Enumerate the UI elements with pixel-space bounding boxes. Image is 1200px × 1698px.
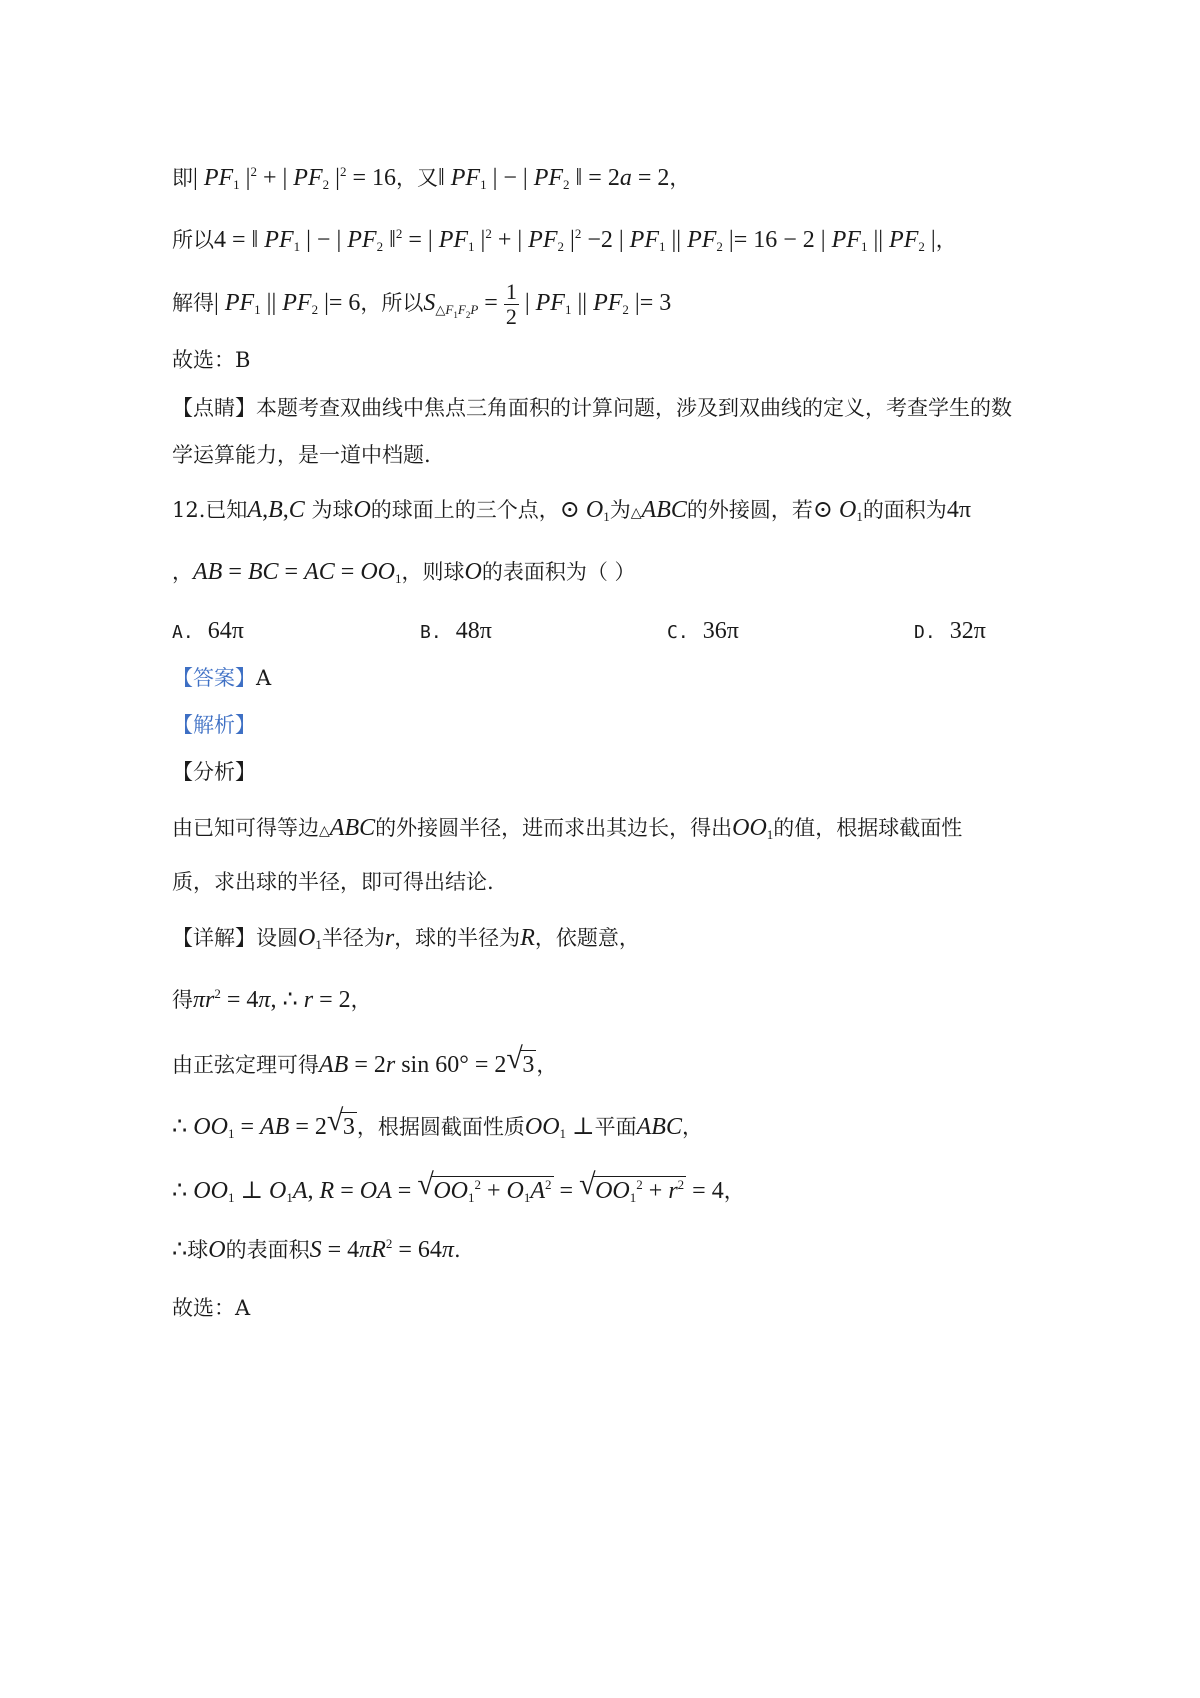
math: $S = 4\pi R^2 = 64\pi$: [309, 1236, 454, 1263]
text-line: [172, 228, 957, 252]
text: ，: [536, 1053, 558, 1077]
text: ，: [172, 560, 193, 584]
text: ，: [350, 988, 372, 1012]
final-answer: 故选：A: [172, 1296, 251, 1320]
text: 的外接圆，若: [686, 498, 813, 522]
text: ，: [935, 228, 957, 252]
option-d: D. 32π: [914, 618, 986, 644]
comment-line: 【点睛】本题考查双曲线中焦点三角面积的计算问题，涉及到双曲线的定义，考查学生的数: [172, 396, 1012, 420]
math: ⊙ $O_1$: [812, 497, 863, 524]
math: ‖ $PF_1$ | − | $PF_2$ ‖ = 2a = 2: [437, 165, 670, 192]
math: $O_1$: [298, 925, 322, 952]
step-line: ∴ $OO_1$ = AB = 2 √ 3，根据圆截面性质$OO_1$ ⊥平面ABC，: [172, 1104, 703, 1141]
text: 的值，根据球截面性: [773, 816, 963, 840]
math: △ABC: [319, 815, 376, 841]
answer-line: 故选：B: [172, 348, 251, 372]
answer-tag: 【答案】: [172, 666, 256, 690]
text: 由正弦定理可得: [172, 1053, 319, 1077]
math: 4 = ‖ $PF_1$ | − | $PF_2$ ‖$^2$ = | $PF_1$ $|^2$ + | $PF_2$ $|^2 -2$ | $PF_1$ || $PF_2$ |= 16 − 2 | $PF_1$ || $PF_2$ |: [214, 226, 936, 254]
analysis-tag: 【解析】: [172, 713, 256, 737]
text: 得: [172, 988, 193, 1012]
text-line: [172, 280, 671, 329]
math: AB = 2r sin 60° = 2 √ 3: [319, 1042, 535, 1078]
text: 由已知可得等边: [172, 816, 319, 840]
text: 12.已知: [172, 498, 248, 522]
text: 球: [187, 1238, 209, 1262]
text: 的外接圆半径，进而求出其边长，得出: [375, 816, 733, 840]
math: ∴ $OO_1$ = AB = 2 √ 3: [172, 1104, 355, 1141]
step-line: [172, 1042, 558, 1078]
math: ∴ $OO_1$ ⊥ $O_1A$, R = OA = √ $OO_1^2 + O_1A^2$ = √ $OO_1^2 + r^2 = 4$: [172, 1168, 724, 1205]
math: A: [247, 497, 263, 523]
text: ，又: [395, 166, 438, 190]
text: 的表面积: [225, 1238, 310, 1262]
text: ，根据圆截面性质: [356, 1115, 525, 1139]
text-line: [172, 166, 690, 190]
text: 即: [172, 166, 193, 190]
answer-section: [172, 668, 271, 689]
text: ，: [723, 1179, 745, 1203]
text: 的表面积为（ ）: [481, 560, 636, 584]
text: 解得: [172, 291, 214, 316]
math: | $PF_1$ || $PF_2$ |= 6: [214, 290, 361, 318]
fenxi-tag: 【分析】: [172, 760, 256, 784]
text: ，依题意，: [534, 926, 640, 950]
math: $S_{\triangle F_1F_2P}$ = $\frac{1}{2}$ | $PF_1$ || $PF_2$ |= 3: [423, 279, 672, 330]
text: 为球: [311, 498, 354, 522]
math: ⊙ $O_1$: [559, 497, 610, 524]
option-c: C. 36π: [667, 618, 739, 644]
option-b: B. 48π: [420, 618, 492, 644]
math: $OO_1$ ⊥: [524, 1114, 595, 1141]
option-a: A. 64π: [172, 618, 244, 644]
math: $OO_1$: [732, 815, 774, 842]
question-12-cont: ，AB = BC = AC = $OO_1$，则球O的表面积为（ ）: [172, 559, 636, 586]
fenxi-line: 质，求出球的半径，即可得出结论.: [172, 870, 494, 894]
text: ，: [669, 166, 691, 190]
text: 平面: [594, 1115, 637, 1139]
step-line: [172, 1168, 745, 1205]
comment-line: 学运算能力，是一道中档题.: [172, 443, 431, 467]
math: $\pi r^2 = 4\pi$, ∴ r = 2: [193, 986, 351, 1013]
text: 为: [609, 498, 631, 522]
text: 所以: [172, 228, 214, 252]
text: .: [453, 1238, 461, 1262]
text: 半径为: [321, 926, 385, 950]
text: ，球的半径为: [394, 926, 521, 950]
math: AB = BC = AC = $OO_1$: [193, 559, 402, 586]
answer-value: A: [256, 666, 272, 690]
step-line: [172, 988, 372, 1012]
text: 的球面上的三个点，: [370, 498, 560, 522]
text: ，则球: [401, 560, 465, 584]
text: ，: [681, 1115, 703, 1139]
detail-line: 【详解】设圆$O_1$半径为r，球的半径为R，依题意，: [172, 925, 640, 952]
step-line: ∴球O的表面积$S = 4\pi R^2 = 64\pi$.: [172, 1236, 461, 1263]
question-12: 12.已知A,B,C 为球O的球面上的三个点，⊙ $O_1$为△ABC的外接圆，若⊙ $O_1$的面积为4π: [172, 497, 971, 524]
fenxi-line: [172, 816, 962, 840]
text: 的面积为: [862, 498, 947, 522]
math: | $PF_1$ $|^2$ + | $PF_2$ $|^2 = 16$: [193, 164, 396, 192]
text: 【详解】设圆: [172, 926, 298, 950]
text: ，所以: [360, 291, 424, 316]
math: △ABC: [630, 497, 687, 523]
